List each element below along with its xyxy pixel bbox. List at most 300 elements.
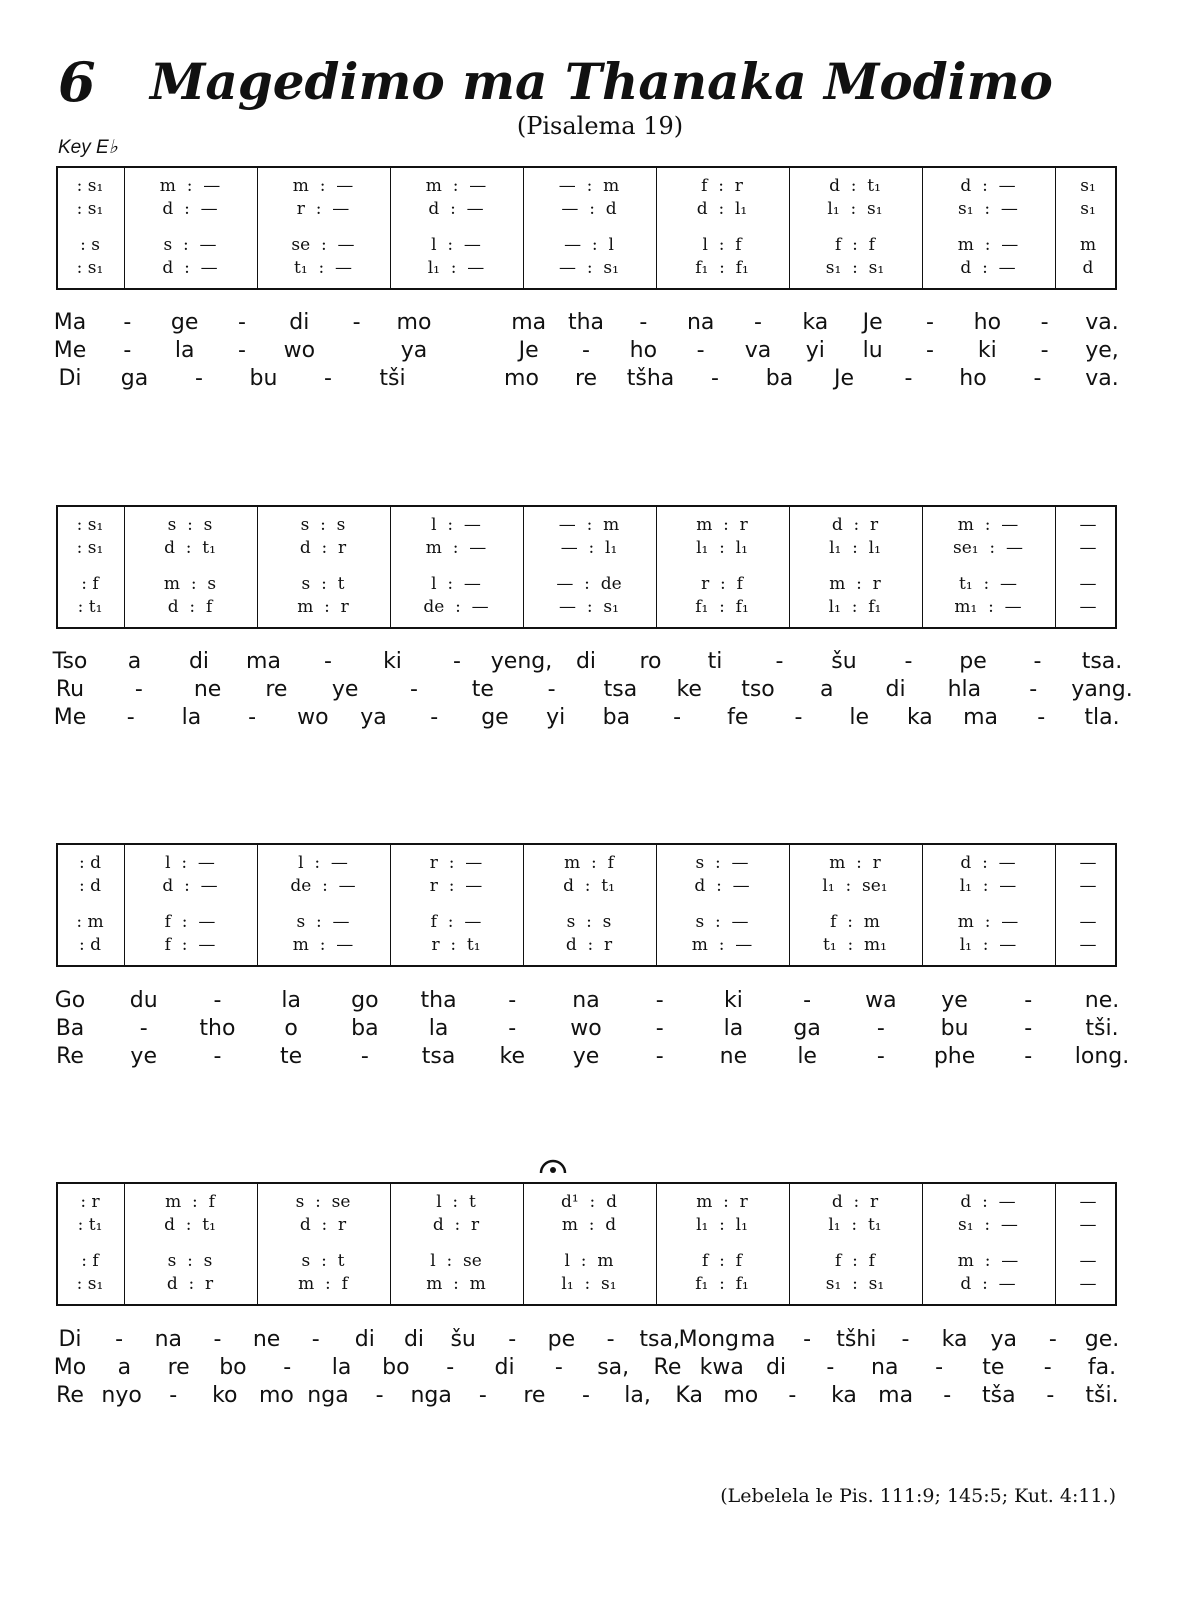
solfa-cell: f : f [835, 1251, 875, 1271]
lyric-syllable: la [331, 1355, 352, 1380]
lyric-syllable: ma [511, 310, 547, 335]
lyric-syllable: - [195, 366, 203, 391]
lyric-syllable: ho [959, 366, 987, 391]
solfa-cell: s : — [163, 235, 217, 255]
lyric-syllable: Je [518, 338, 539, 363]
lyric-syllable: bo [219, 1355, 247, 1380]
lyric-syllable: - [1024, 1016, 1033, 1041]
lyric-syllable: ye [331, 677, 359, 702]
lyric-syllable: na [572, 988, 600, 1013]
solfa-cell: d : — [960, 258, 1016, 278]
key-signature: Key E♭ [58, 137, 118, 158]
lyric-line [0, 1355, 1200, 1383]
lyric-syllable: ba [602, 705, 631, 730]
voice-row [58, 538, 1115, 560]
solfa-cell: s : — [695, 853, 749, 873]
solfa-cell: s₁ : s₁ [825, 258, 885, 278]
solfa-cell: — : m [558, 176, 620, 196]
solfa-cell: — [1079, 1192, 1097, 1212]
lyric-syllable: du [129, 988, 158, 1013]
lyric-syllable: yang. [1071, 677, 1133, 702]
lyric-syllable: - [1037, 705, 1046, 730]
lyric-syllable: Je [862, 310, 883, 335]
lyric-syllable: na [686, 310, 715, 335]
solfa-cell: s : s [167, 1251, 213, 1271]
lyric-syllable: tši [379, 366, 406, 391]
tonic-solfa-system [56, 1182, 1117, 1306]
lyric-syllable: ye [572, 1044, 600, 1069]
lyric-syllable: - [430, 705, 439, 730]
lyric-syllable: tho [199, 1016, 236, 1041]
solfa-cell: — [1079, 574, 1097, 594]
lyric-syllable: ki [977, 338, 997, 363]
lyric-syllable: ko [212, 1383, 238, 1408]
lyric-syllable: - [1040, 338, 1049, 363]
solfa-cell: m : f [564, 853, 614, 873]
lyric-syllable: la [723, 1016, 744, 1041]
solfa-cell: m : — [957, 912, 1019, 932]
lyric-syllable: - [754, 310, 762, 335]
lyric-syllable: - [238, 338, 246, 363]
solfa-cell: l : — [431, 235, 481, 255]
lyric-syllable: kwa [699, 1355, 744, 1380]
solfa-cell: l : se [430, 1251, 482, 1271]
solfa-cell: m : — [292, 935, 354, 955]
solfa-cell: r : — [429, 853, 483, 873]
solfa-cell: : d [78, 876, 102, 896]
lyric-syllable: - [1046, 1383, 1055, 1408]
solfa-cell: : f [81, 574, 99, 594]
lyric-syllable: ye, [1085, 338, 1119, 363]
lyric-syllable: fa. [1087, 1355, 1117, 1380]
lyric-syllable: ba [765, 366, 794, 391]
voice-row [58, 876, 1115, 898]
solfa-cell: — : s₁ [559, 258, 619, 278]
voice-row [58, 912, 1115, 934]
solfa-cell: : s [80, 235, 100, 255]
lyric-syllable: di [575, 649, 597, 674]
lyric-syllable: šu [831, 649, 857, 674]
solfa-cell: s₁ [1080, 199, 1096, 219]
lyric-syllable: - [547, 677, 556, 702]
solfa-cell: f : f [702, 1251, 742, 1271]
lyric-syllable: re [265, 677, 288, 702]
solfa-cell: m : r [297, 597, 349, 617]
solfa-cell: f₁ : f₁ [695, 597, 749, 617]
lyric-syllable: - [901, 1327, 910, 1352]
lyric-line [0, 338, 1200, 366]
tonic-solfa-system [56, 505, 1117, 629]
lyric-line [0, 677, 1200, 705]
solfa-cell: f₁ : f₁ [695, 258, 749, 278]
solfa-cell: — : l [564, 235, 614, 255]
solfa-cell: : f [81, 1251, 99, 1271]
lyric-syllable: di [885, 677, 906, 702]
lyric-syllable: yeng, [490, 649, 553, 674]
lyric-syllable: - [935, 1355, 944, 1380]
solfa-cell: d¹ : d [561, 1192, 617, 1212]
solfa-cell: m : — [691, 935, 753, 955]
solfa-cell: f : f [835, 235, 875, 255]
lyric-syllable: la, [624, 1383, 651, 1408]
lyric-syllable: - [213, 1044, 222, 1069]
solfa-cell: d : — [960, 853, 1016, 873]
lyric-syllable: - [311, 1327, 320, 1352]
solfa-cell: d : — [960, 1274, 1016, 1294]
solfa-cell: d : — [960, 1192, 1016, 1212]
lyric-syllable: - [926, 338, 934, 363]
solfa-cell: m : f [165, 1192, 215, 1212]
lyric-syllable: - [248, 705, 257, 730]
lyric-syllable: šu [450, 1327, 476, 1352]
lyric-syllable: ge [481, 705, 509, 730]
solfa-cell: f₁ : f₁ [695, 1274, 749, 1294]
solfa-cell: l₁ : t₁ [828, 1215, 882, 1235]
lyric-syllable: wo [283, 338, 316, 363]
solfa-cell: — : de [556, 574, 622, 594]
lyric-syllable: mo [504, 366, 539, 391]
lyric-syllable: - [123, 338, 132, 363]
lyric-line [0, 1016, 1200, 1044]
lyric-syllable: - [803, 988, 812, 1013]
solfa-cell: d : t₁ [164, 538, 216, 558]
solfa-cell: d : l₁ [696, 199, 748, 219]
lyric-syllable: bo [382, 1355, 410, 1380]
solfa-cell: s : — [296, 912, 350, 932]
lyric-syllable: yi [546, 705, 566, 730]
lyric-syllable: bu [249, 366, 278, 391]
solfa-cell: l : — [165, 853, 215, 873]
solfa-cell: de : — [290, 876, 356, 896]
lyric-syllable: tši. [1085, 1016, 1119, 1041]
lyric-syllable: pe [547, 1327, 576, 1352]
solfa-cell: m : r [696, 515, 748, 535]
lyric-syllable: Ma [53, 310, 87, 335]
lyric-syllable: Re [56, 1044, 84, 1069]
lyric-syllable: ka [802, 310, 829, 335]
lyric-line [0, 310, 1200, 338]
lyric-syllable: nga [307, 1383, 349, 1408]
lyric-syllable: ma [878, 1383, 914, 1408]
lyric-syllable: - [673, 705, 682, 730]
lyric-syllable: tsa, [639, 1327, 680, 1352]
lyric-syllable: - [554, 1355, 563, 1380]
lyric-syllable: di [766, 1355, 787, 1380]
lyric-syllable: - [1040, 310, 1049, 335]
lyric-syllable: - [115, 1327, 124, 1352]
lyric-syllable: - [1024, 988, 1033, 1013]
solfa-cell: l : — [298, 853, 348, 873]
solfa-cell: l₁ : — [959, 876, 1017, 896]
lyric-syllable: di [289, 310, 310, 335]
lyric-syllable: - [123, 310, 132, 335]
solfa-cell: — [1079, 515, 1097, 535]
solfa-cell: : t₁ [77, 1215, 103, 1235]
lyric-syllable: - [139, 1016, 148, 1041]
solfa-cell: d : — [960, 176, 1016, 196]
lyric-syllable: ne. [1084, 988, 1120, 1013]
lyric-syllable: - [508, 988, 517, 1013]
lyric-syllable: ne [193, 677, 222, 702]
lyric-syllable: tla. [1084, 705, 1120, 730]
lyric-line [0, 649, 1200, 677]
solfa-cell: m : r [696, 1192, 748, 1212]
voice-row [58, 258, 1115, 280]
lyric-syllable: Go [54, 988, 86, 1013]
voice-row [58, 1192, 1115, 1214]
lyric-syllable: mo [258, 1383, 294, 1408]
lyric-syllable: - [169, 1383, 178, 1408]
solfa-cell: d : — [162, 199, 218, 219]
tonic-solfa-system [56, 166, 1117, 290]
lyric-syllable: la [181, 705, 202, 730]
solfa-cell: m : — [957, 235, 1019, 255]
lyric-syllable: ge [170, 310, 199, 335]
solfa-cell: s : — [695, 912, 749, 932]
lyric-syllable: Mo [53, 1355, 87, 1380]
lyric-syllable: re [523, 1383, 546, 1408]
solfa-cell: — : s₁ [559, 597, 619, 617]
solfa-cell: s₁ [1080, 176, 1096, 196]
solfa-cell: l₁ : — [959, 935, 1017, 955]
lyric-syllable: - [283, 1355, 292, 1380]
solfa-cell: l₁ : s₁ [561, 1274, 617, 1294]
solfa-cell: : s₁ [76, 199, 104, 219]
solfa-cell: m : f [298, 1274, 348, 1294]
lyric-syllable: ne [252, 1327, 281, 1352]
solfa-cell: f : — [164, 935, 216, 955]
lyric-line [0, 1044, 1200, 1072]
solfa-cell: f : m [830, 912, 880, 932]
lyric-syllable: la [174, 338, 195, 363]
lyric-syllable: - [876, 1016, 885, 1041]
lyric-syllable: Ka [675, 1383, 703, 1408]
solfa-cell: d : r [432, 1215, 480, 1235]
lyric-syllable: ka [941, 1327, 968, 1352]
solfa-cell: r : t₁ [431, 935, 481, 955]
lyric-syllable: - [788, 1383, 797, 1408]
lyric-syllable: phe [933, 1044, 976, 1069]
solfa-cell: : s₁ [76, 515, 104, 535]
solfa-cell: se₁ : — [953, 538, 1023, 558]
solfa-cell: l : — [431, 574, 481, 594]
lyric-syllable: re [574, 366, 598, 391]
lyric-syllable: tšhi [836, 1327, 877, 1352]
lyric-syllable: a [127, 649, 142, 674]
lyric-syllable: tša [982, 1383, 1016, 1408]
solfa-cell: d : — [428, 199, 484, 219]
lyric-syllable: tsa [603, 677, 638, 702]
solfa-cell: r : — [429, 876, 483, 896]
solfa-cell: d : r [831, 515, 879, 535]
lyric-syllable: - [606, 1327, 615, 1352]
lyric-syllable: ge. [1084, 1327, 1120, 1352]
lyric-syllable: re [167, 1355, 190, 1380]
solfa-cell: l : — [431, 515, 481, 535]
lyric-syllable: ga [793, 1016, 821, 1041]
solfa-cell: — [1079, 853, 1097, 873]
lyric-syllable: - [876, 1044, 885, 1069]
solfa-cell: d : t₁ [164, 1215, 216, 1235]
solfa-cell: l : t [436, 1192, 476, 1212]
lyric-syllable: tšha [626, 366, 675, 391]
lyric-syllable: - [639, 310, 648, 335]
solfa-cell: s₁ : s₁ [825, 1274, 885, 1294]
lyric-syllable: o [284, 1016, 298, 1041]
solfa-cell: d : r [299, 538, 347, 558]
lyric-syllable: - [478, 1383, 487, 1408]
solfa-cell: l : m [564, 1251, 614, 1271]
lyric-syllable: le [849, 705, 869, 730]
lyric-syllable: Je [833, 366, 855, 391]
solfa-cell: — : m [558, 515, 620, 535]
lyric-syllable: - [696, 338, 705, 363]
lyric-syllable: - [582, 338, 590, 363]
lyric-syllable: pe [959, 649, 987, 674]
solfa-cell: s : s [566, 912, 612, 932]
solfa-cell: d : — [694, 876, 750, 896]
lyric-syllable: ya [990, 1327, 1017, 1352]
lyric-syllable: ka [906, 705, 933, 730]
lyric-syllable: - [794, 705, 803, 730]
solfa-cell: m : m [426, 1274, 486, 1294]
lyric-syllable: ka [831, 1383, 857, 1408]
voice-row [58, 199, 1115, 221]
lyric-syllable: ya [400, 338, 428, 363]
solfa-cell: s₁ : — [958, 1215, 1018, 1235]
solfa-cell: — [1079, 876, 1097, 896]
solfa-cell: — [1079, 1251, 1097, 1271]
solfa-cell: m : — [425, 538, 487, 558]
lyric-syllable: - [655, 1044, 664, 1069]
lyric-syllable: te [280, 1044, 303, 1069]
lyric-syllable: go [351, 988, 379, 1013]
lyric-syllable: - [803, 1327, 812, 1352]
lyric-syllable: Me [53, 705, 87, 730]
lyric-syllable: - [904, 649, 913, 674]
lyric-syllable: Re [56, 1383, 84, 1408]
lyric-syllable: yi [805, 338, 825, 363]
fermata-icon [538, 1152, 568, 1176]
scripture-reference-footer: (Lebelela le Pis. 111:9; 145:5; Kut. 4:11.) [720, 1485, 1116, 1507]
lyric-syllable: la [428, 1016, 449, 1041]
lyric-syllable: fe [727, 705, 749, 730]
lyric-syllable: - [826, 1355, 835, 1380]
solfa-cell: de : — [423, 597, 489, 617]
lyric-syllable: - [655, 1016, 664, 1041]
solfa-cell: : d [78, 853, 102, 873]
solfa-cell: : d [78, 935, 102, 955]
voice-row [58, 1215, 1115, 1237]
lyric-syllable: - [943, 1383, 952, 1408]
lyric-line [0, 1383, 1200, 1411]
lyric-syllable: - [446, 1355, 455, 1380]
lyric-syllable: va [744, 338, 772, 363]
lyric-syllable: - [508, 1327, 517, 1352]
lyric-syllable: ma [740, 1327, 776, 1352]
solfa-cell: s : t [301, 1251, 345, 1271]
voice-row [58, 1251, 1115, 1273]
solfa-cell: d : f [167, 597, 213, 617]
solfa-cell: d : r [166, 1274, 214, 1294]
hymn-subtitle: (Pisalema 19) [516, 112, 684, 140]
voice-row [58, 515, 1115, 537]
solfa-cell: : s₁ [76, 538, 104, 558]
voice-row [58, 597, 1115, 619]
solfa-cell: : s₁ [76, 258, 104, 278]
lyric-syllable: di [354, 1327, 375, 1352]
lyric-syllable: tha [567, 310, 605, 335]
solfa-cell: l₁ : l₁ [829, 538, 881, 558]
voice-row [58, 935, 1115, 957]
lyric-line [0, 705, 1200, 733]
solfa-cell: m : — [425, 176, 487, 196]
solfa-cell: l₁ : se₁ [822, 876, 888, 896]
lyric-syllable: - [1033, 649, 1042, 674]
lyric-syllable: - [1029, 677, 1038, 702]
solfa-cell: d : r [831, 1192, 879, 1212]
lyric-syllable: ma [963, 705, 999, 730]
lyric-syllable: bu [940, 1016, 969, 1041]
solfa-cell: l₁ : l₁ [696, 1215, 748, 1235]
lyric-syllable: a [117, 1355, 132, 1380]
lyric-syllable: na [871, 1355, 899, 1380]
lyric-syllable: le [797, 1044, 817, 1069]
lyric-syllable: wo [297, 705, 329, 730]
lyric-syllable: mo [396, 310, 432, 335]
lyric-syllable: a [820, 677, 834, 702]
solfa-cell: d : r [565, 935, 613, 955]
voice-row [58, 235, 1115, 257]
voice-row [58, 853, 1115, 875]
lyric-syllable: di [403, 1327, 425, 1352]
voice-row [58, 1274, 1115, 1296]
solfa-cell: — [1079, 912, 1097, 932]
lyric-syllable: ki [723, 988, 743, 1013]
lyric-syllable: ya [360, 705, 387, 730]
lyric-syllable: hla [947, 677, 982, 702]
lyric-syllable: tsa [421, 1044, 456, 1069]
lyric-line [0, 988, 1200, 1016]
voice-row [58, 574, 1115, 596]
lyric-syllable: long. [1074, 1044, 1130, 1069]
voice-row [58, 176, 1115, 198]
lyric-syllable: - [134, 677, 143, 702]
solfa-cell: l₁ : l₁ [696, 538, 748, 558]
tonic-solfa-system [56, 843, 1117, 967]
lyric-syllable: - [1048, 1327, 1057, 1352]
lyric-syllable: - [360, 1044, 369, 1069]
lyric-syllable: la [281, 988, 301, 1013]
solfa-cell: : r [80, 1192, 100, 1212]
solfa-cell: m : — [957, 1251, 1019, 1271]
lyric-syllable: Re [653, 1355, 682, 1380]
lyric-syllable: tsa. [1081, 649, 1123, 674]
lyric-syllable: - [582, 1383, 590, 1408]
lyric-syllable: - [126, 705, 135, 730]
lyric-syllable: te [471, 677, 494, 702]
lyric-syllable: lu [862, 338, 883, 363]
solfa-cell: f : — [164, 912, 216, 932]
lyric-syllable: - [711, 366, 719, 391]
lyric-syllable: ne [719, 1044, 748, 1069]
solfa-cell: s₁ : — [958, 199, 1018, 219]
lyric-syllable: Mong [678, 1327, 740, 1352]
solfa-cell: l : f [702, 235, 742, 255]
solfa-cell: — : d [561, 199, 617, 219]
lyric-syllable: va. [1085, 310, 1119, 335]
lyric-syllable: - [213, 988, 222, 1013]
